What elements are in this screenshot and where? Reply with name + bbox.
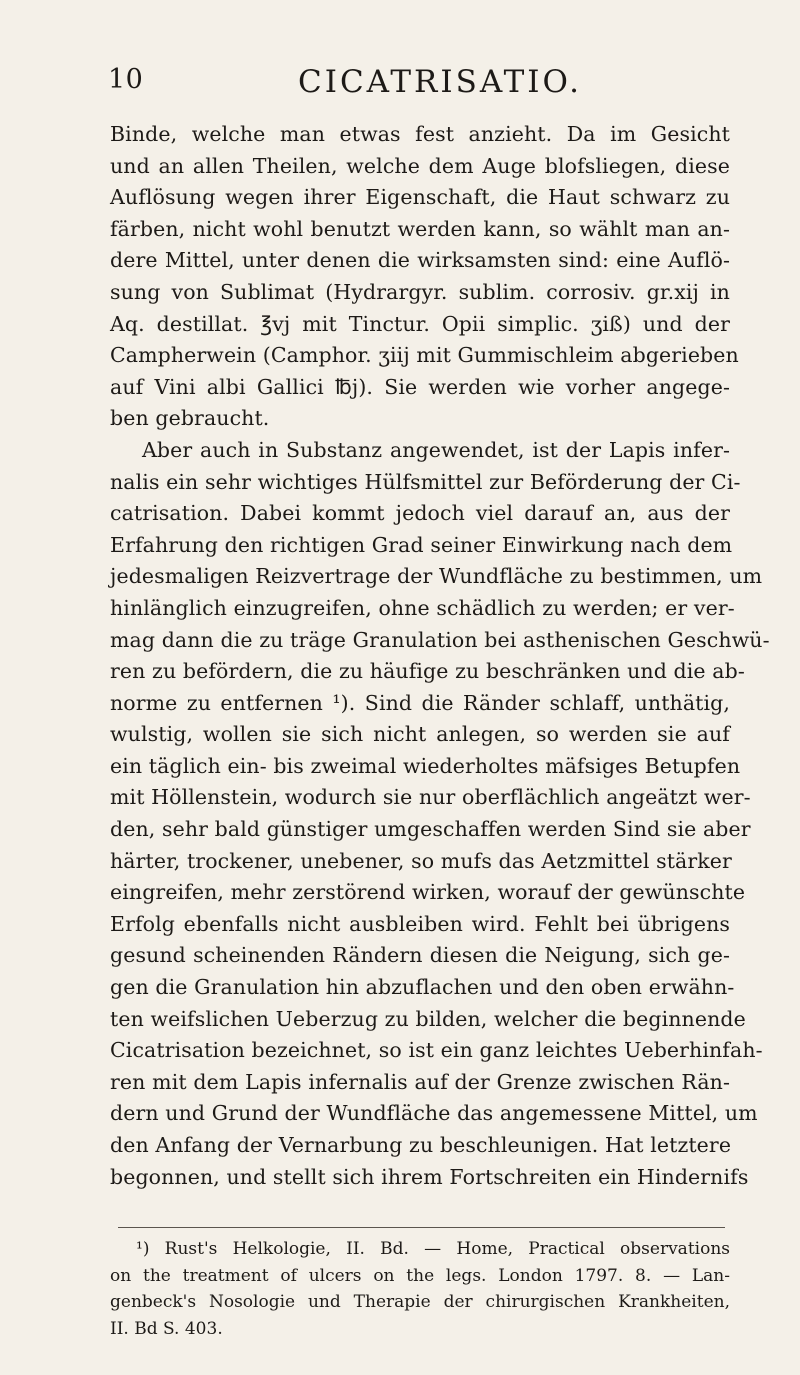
text-line: catrisation. Dabei kommt jedoch viel darauf an, aus der bbox=[110, 501, 730, 526]
text-line: Auflösung wegen ihrer Eigenschaft, die Haut schwarz zu bbox=[110, 185, 730, 210]
footnote-divider bbox=[118, 1227, 725, 1228]
text-line: ten weifslichen Ueberzug zu bilden, welcher die beginnende bbox=[110, 1006, 746, 1031]
text-line: Aber auch in Substanz angewendet, ist der Lapis infer- bbox=[142, 437, 730, 462]
text-line: dern und Grund der Wundfläche das angemessene Mittel, um bbox=[110, 1101, 758, 1126]
text-line: und an allen Theilen, welche dem Auge blofsliegen, diese bbox=[110, 153, 730, 178]
text-line: jedesmaligen Reizvertrage der Wundfläche zu bestimmen, um bbox=[110, 564, 763, 589]
running-head: CICATRISATIO. bbox=[298, 64, 582, 100]
text-line: Aq. destillat. ℥vj mit Tinctur. Opii simplic. ʒiß) und der bbox=[110, 311, 730, 336]
text-line: mag dann die zu träge Granulation bei asthenischen Geschwü- bbox=[110, 627, 770, 652]
text-line: nalis ein sehr wichtiges Hülfsmittel zur Beförderung der Ci- bbox=[110, 469, 741, 494]
footnote-line: genbeck's Nosologie und Therapie der chirurgischen Krankheiten, bbox=[110, 1292, 730, 1312]
text-line: ein täglich ein- bis zweimal wiederholtes mäfsiges Betupfen bbox=[110, 753, 741, 778]
footnotes bbox=[110, 1236, 730, 1342]
text-line: auf Vini albi Gallici ℔j). Sie werden wie vorher angege- bbox=[110, 374, 730, 399]
text-line: norme zu entfernen ¹). Sind die Ränder schlaff, unthätig, bbox=[110, 690, 730, 715]
text-line: Campherwein (Camphor. ʒiij mit Gummischleim abgerieben bbox=[110, 343, 739, 368]
footnote-line: II. Bd S. 403. bbox=[110, 1318, 223, 1339]
text-line: ren mit dem Lapis infernalis auf der Grenze zwischen Rän- bbox=[110, 1069, 730, 1094]
text-line: ben gebraucht. bbox=[110, 406, 270, 431]
text-line: den Anfang der Vernarbung zu beschleunigen. Hat letztere bbox=[110, 1133, 732, 1157]
text-line: Erfolg ebenfalls nicht ausbleiben wird. Fehlt bei übrigens bbox=[110, 911, 730, 936]
body-text bbox=[110, 119, 770, 1193]
text-line: färben, nicht wohl benutzt werden kann, so wählt man an- bbox=[110, 216, 730, 241]
text-line: dere Mittel, unter denen die wirksamsten sind: eine Auflö- bbox=[110, 248, 730, 273]
text-line: begonnen, und stellt sich ihrem Fortschreiten ein Hindernifs bbox=[110, 1164, 749, 1189]
text-line: gen die Granulation hin abzuflachen und den oben erwähn- bbox=[110, 975, 735, 1000]
text-line: Cicatrisation bezeichnet, so ist ein ganz leichtes Ueberhinfah- bbox=[110, 1038, 763, 1063]
text-line: Erfahrung den richtigen Grad seiner Einwirkung nach dem bbox=[110, 532, 733, 557]
footnote-line: on the treatment of ulcers on the legs. London 1797. 8. — Lan- bbox=[110, 1265, 730, 1286]
footnote-line: ¹) Rust's Helkologie, II. Bd. — Home, Practical observations bbox=[136, 1239, 730, 1259]
text-line: mit Höllenstein, wodurch sie nur oberflächlich angeätzt wer- bbox=[110, 785, 751, 810]
text-line: härter, trockener, unebener, so mufs das Aetzmittel stärker bbox=[110, 848, 732, 873]
page-number: 10 bbox=[108, 64, 144, 95]
text-line: ren zu befördern, die zu häufige zu beschränken und die ab- bbox=[110, 659, 745, 684]
text-line: wulstig, wollen sie sich nicht anlegen, so werden sie auf bbox=[110, 722, 730, 747]
text-line: Binde, welche man etwas fest anzieht. Da im Gesicht bbox=[110, 122, 730, 146]
text-line: den, sehr bald günstiger umgeschaffen werden Sind sie aber bbox=[110, 817, 751, 842]
page-header bbox=[108, 64, 728, 114]
text-line: hinlänglich einzugreifen, ohne schädlich zu werden; er ver- bbox=[110, 595, 735, 620]
text-line: eingreifen, mehr zerstörend wirken, worauf der gewünschte bbox=[110, 880, 746, 905]
text-line: gesund scheinenden Rändern diesen die Neigung, sich ge- bbox=[110, 943, 730, 968]
text-line: sung von Sublimat (Hydrargyr. sublim. corrosiv. gr.xij in bbox=[110, 279, 730, 304]
